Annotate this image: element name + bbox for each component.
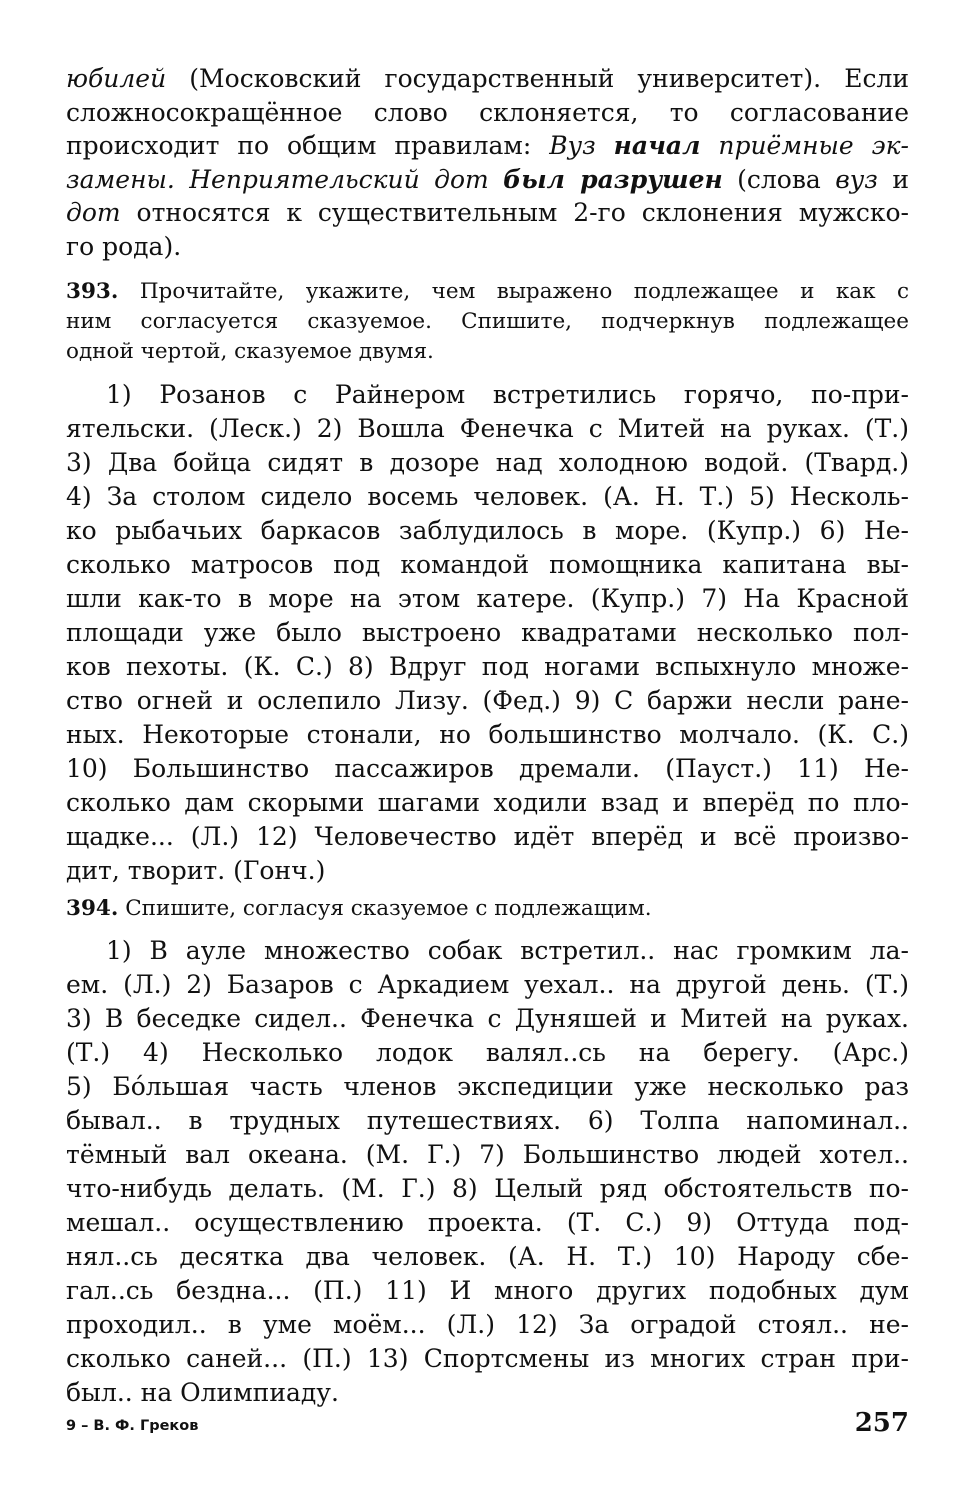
text-line: (Т.) 4) Несколько лодок валял..сь на берегу. (Арс.)	[66, 1038, 909, 1067]
intro-line: го рода).	[66, 231, 182, 261]
intro-line: юбилей (Московский государственный университет). Если	[66, 64, 909, 93]
text-line: бывал.. в трудных путешествиях. 6) Толпа напоминал..	[66, 1106, 909, 1135]
exercise-393-task	[66, 277, 909, 367]
text-line: 3) В беседке сидел.. Фенечка с Дуняшей и Митей на руках.	[66, 1004, 909, 1033]
exercise-394-task	[66, 894, 909, 924]
text-line: 4) За столом сидело восемь человек. (А. Н. Т.) 5) Несколь-	[66, 482, 909, 511]
task-line: 394. Спишите, согласуя сказуемое с подлежащим.	[66, 896, 652, 921]
text-line: шли как-то в море на этом катере. (Купр.) 7) На Красной	[66, 584, 909, 613]
intro-paragraph	[66, 62, 909, 263]
exercise-number: 393.	[66, 279, 119, 304]
text-line: сколько матросов под командой помощника капитана вы-	[66, 550, 909, 579]
text-line: ных. Некоторые стонали, но большинство молчало. (К. С.)	[66, 720, 909, 749]
exercise-number: 394.	[66, 896, 119, 921]
text-line: ство огней и ослепило Лизу. (Фед.) 9) С баржи несли ране-	[66, 686, 909, 715]
intro-line: замены. Неприятельский дот был разрушен (слова вуз и	[66, 164, 909, 194]
intro-line: дот относятся к существительным 2-го склонения мужско-	[66, 198, 909, 227]
intro-line: происходит по общим правилам: Вуз начал приёмные эк-	[66, 131, 909, 160]
text-line: был.. на Олимпиаду.	[66, 1378, 339, 1407]
intro-line: сложносокращённое слово склоняется, то согласование	[66, 97, 909, 127]
text-line: щадке... (Л.) 12) Человечество идёт вперёд и всё произво-	[66, 822, 909, 851]
text-line: 10) Большинство пассажиров дремали. (Пауст.) 11) Не-	[66, 754, 909, 783]
text-line: 5) Бóльшая часть членов экспедиции уже несколько раз	[66, 1072, 909, 1101]
task-line: 393. Прочитайте, укажите, чем выражено подлежащее и как с	[66, 279, 909, 304]
text-line: 3) Два бойца сидят в дозоре над холодною водой. (Твард.)	[66, 448, 909, 477]
text-line: 1) Розанов с Райнером встретились горячо, по-при-	[106, 380, 909, 409]
text-line: гал..сь бездна... (П.) 11) И много других подобных дум	[66, 1276, 909, 1305]
text-line: ятельски. (Леск.) 2) Вошла Фенечка с Митей на руках. (Т.)	[66, 414, 909, 443]
task-line: одной чертой, сказуемое двумя.	[66, 339, 434, 364]
text-line: нял..сь десятка два человек. (А. Н. Т.) 10) Народу сбе-	[66, 1242, 909, 1271]
footer-signature: 9 – В. Ф. Греков	[66, 1418, 199, 1434]
text-line: мешал.. осуществлению проекта. (Т. С.) 9) Оттуда под-	[66, 1208, 909, 1237]
exercise-394-text	[66, 934, 909, 1410]
page-number: 257	[854, 1408, 909, 1438]
text-line: сколько саней... (П.) 13) Спортсмены из многих стран при-	[66, 1344, 909, 1373]
text-line: ков пехоты. (К. С.) 8) Вдруг под ногами вспыхнуло множе-	[66, 652, 909, 681]
text-line: ко рыбачьих баркасов заблудилось в море. (Купр.) 6) Не-	[66, 516, 909, 545]
exercise-393-text	[66, 378, 909, 888]
text-line: площади уже было выстроено квадратами несколько пол-	[66, 618, 909, 647]
text-line: 1) В ауле множество собак встретил.. нас громким ла-	[106, 936, 909, 965]
text-line: проходил.. в уме моём... (Л.) 12) За оградой стоял.. не-	[66, 1310, 909, 1339]
text-line: что-нибудь делать. (М. Г.) 8) Целый ряд обстоятельств по-	[66, 1174, 909, 1203]
text-line: дит, творит. (Гонч.)	[66, 856, 326, 885]
task-line: ним согласуется сказуемое. Спишите, подчеркнув подлежащее	[66, 309, 909, 334]
text-line: тёмный вал океана. (М. Г.) 7) Большинство людей хотел..	[66, 1140, 909, 1169]
text-line: сколько дам скорыми шагами ходили взад и вперёд по пло-	[66, 788, 909, 817]
text-line: ем. (Л.) 2) Базаров с Аркадием уехал.. на другой день. (Т.)	[66, 970, 909, 999]
